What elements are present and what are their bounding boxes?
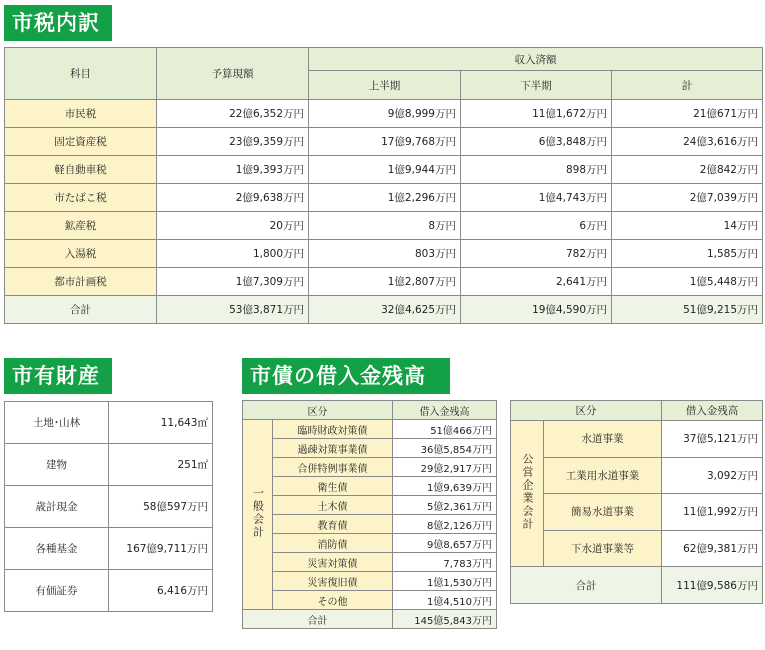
general-total-value: 145億5,843万円 xyxy=(393,610,497,629)
public-debt-name: 簡易水道事業 xyxy=(544,494,662,531)
tax-item-name: 入湯税 xyxy=(5,240,157,268)
tax-budget-value: 22億6,352万円 xyxy=(157,100,309,128)
tax-total-value: 2億7,039万円 xyxy=(612,184,763,212)
general-debt-value: 5億2,361万円 xyxy=(393,496,497,515)
debt-section-title: 市債の借入金残高 xyxy=(242,358,450,394)
tax-item-name: 市民税 xyxy=(5,100,157,128)
general-total-row xyxy=(243,610,497,629)
tax-header-second-half: 下半期 xyxy=(461,71,612,100)
debt-table-general xyxy=(242,400,497,629)
general-debt-value: 8億2,126万円 xyxy=(393,515,497,534)
public-debt-value: 37億5,121万円 xyxy=(662,421,763,458)
property-value: 167億9,711万円 xyxy=(109,528,213,570)
general-debt-value: 36億5,854万円 xyxy=(393,439,497,458)
tax-second-half-value: 6億3,848万円 xyxy=(461,128,612,156)
table-row xyxy=(511,457,763,494)
public-header-category: 区分 xyxy=(511,401,662,421)
tax-first-half-value: 1億2,296万円 xyxy=(309,184,461,212)
table-row xyxy=(243,553,497,572)
property-section-title: 市有財産 xyxy=(4,358,112,394)
table-row xyxy=(243,515,497,534)
tax-header-item: 科目 xyxy=(5,48,157,100)
property-name: 土地･山林 xyxy=(5,402,109,444)
tax-first-half-value: 8万円 xyxy=(309,212,461,240)
table-row xyxy=(5,128,763,156)
general-debt-value: 51億466万円 xyxy=(393,420,497,439)
property-name: 建物 xyxy=(5,444,109,486)
tax-item-name: 固定資産税 xyxy=(5,128,157,156)
general-debt-value: 1億1,530万円 xyxy=(393,572,497,591)
table-row xyxy=(243,572,497,591)
general-debt-name: その他 xyxy=(273,591,393,610)
public-debt-name: 下水道事業等 xyxy=(544,530,662,567)
public-header-amount: 借入金残高 xyxy=(662,401,763,421)
tax-total-value: 1,585万円 xyxy=(612,240,763,268)
table-row xyxy=(511,530,763,567)
tax-second-half-value: 11億1,672万円 xyxy=(461,100,612,128)
tax-item-name: 鉱産税 xyxy=(5,212,157,240)
tax-first-half-value: 803万円 xyxy=(309,240,461,268)
property-value: 58億597万円 xyxy=(109,486,213,528)
tax-total-value: 24億3,616万円 xyxy=(612,128,763,156)
table-row xyxy=(5,444,213,486)
general-header-category: 区分 xyxy=(243,401,393,420)
tax-first-half-value: 17億9,768万円 xyxy=(309,128,461,156)
table-row xyxy=(243,439,497,458)
tax-budget-value: 20万円 xyxy=(157,212,309,240)
tax-header-total: 計 xyxy=(612,71,763,100)
general-debt-name: 災害復旧債 xyxy=(273,572,393,591)
public-debt-value: 62億9,381万円 xyxy=(662,530,763,567)
general-debt-name: 合併特例事業債 xyxy=(273,458,393,477)
tax-header-first-half: 上半期 xyxy=(309,71,461,100)
general-debt-value: 29億2,917万円 xyxy=(393,458,497,477)
public-debt-value: 3,092万円 xyxy=(662,457,763,494)
tax-total-value: 14万円 xyxy=(612,212,763,240)
general-debt-value: 1億4,510万円 xyxy=(393,591,497,610)
property-value: 6,416万円 xyxy=(109,570,213,612)
general-total-label: 合計 xyxy=(243,610,393,629)
tax-total-label: 合計 xyxy=(5,296,157,324)
tax-header-budget: 予算現額 xyxy=(157,48,309,100)
general-debt-name: 過疎対策事業債 xyxy=(273,439,393,458)
tax-total-row xyxy=(5,296,763,324)
general-group-text: 一般会計 xyxy=(251,487,265,539)
table-row xyxy=(5,156,763,184)
table-row xyxy=(243,420,497,439)
table-row xyxy=(243,477,497,496)
tax-item-name: 軽自動車税 xyxy=(5,156,157,184)
public-total-value: 111億9,586万円 xyxy=(662,567,763,604)
table-row xyxy=(5,528,213,570)
general-debt-name: 教育債 xyxy=(273,515,393,534)
tax-total-value: 1億5,448万円 xyxy=(612,268,763,296)
property-table xyxy=(4,401,213,612)
general-header-amount: 借入金残高 xyxy=(393,401,497,420)
general-debt-value: 7,783万円 xyxy=(393,553,497,572)
general-debt-name: 衛生債 xyxy=(273,477,393,496)
tax-total-first-half: 32億4,625万円 xyxy=(309,296,461,324)
tax-item-name: 市たばこ税 xyxy=(5,184,157,212)
property-value: 251㎡ xyxy=(109,444,213,486)
tax-first-half-value: 1億2,807万円 xyxy=(309,268,461,296)
tax-budget-value: 1億7,309万円 xyxy=(157,268,309,296)
table-row xyxy=(5,268,763,296)
general-debt-name: 土木債 xyxy=(273,496,393,515)
tax-second-half-value: 898万円 xyxy=(461,156,612,184)
table-row xyxy=(5,212,763,240)
tax-table xyxy=(4,47,763,324)
general-debt-value: 9億8,657万円 xyxy=(393,534,497,553)
public-debt-value: 11億1,992万円 xyxy=(662,494,763,531)
table-row xyxy=(243,496,497,515)
tax-total-value: 2億842万円 xyxy=(612,156,763,184)
tax-budget-value: 23億9,359万円 xyxy=(157,128,309,156)
tax-budget-value: 1,800万円 xyxy=(157,240,309,268)
debt-table-public xyxy=(510,400,763,604)
general-debt-name: 災害対策債 xyxy=(273,553,393,572)
table-row xyxy=(511,421,763,458)
tax-header-received: 収入済額 xyxy=(309,48,763,71)
public-group-text: 公営企業会計 xyxy=(521,453,534,532)
table-row xyxy=(5,240,763,268)
public-group-label xyxy=(511,421,544,567)
tax-section-title: 市税内訳 xyxy=(4,5,112,41)
property-value: 11,643㎡ xyxy=(109,402,213,444)
table-row xyxy=(5,184,763,212)
tax-total-budget: 53億3,871万円 xyxy=(157,296,309,324)
table-row xyxy=(511,494,763,531)
public-total-row xyxy=(511,567,763,604)
general-debt-value: 1億9,639万円 xyxy=(393,477,497,496)
public-debt-name: 工業用水道事業 xyxy=(544,457,662,494)
tax-budget-value: 2億9,638万円 xyxy=(157,184,309,212)
tax-total-total: 51億9,215万円 xyxy=(612,296,763,324)
table-row xyxy=(243,458,497,477)
public-debt-name: 水道事業 xyxy=(544,421,662,458)
tax-second-half-value: 1億4,743万円 xyxy=(461,184,612,212)
tax-second-half-value: 2,641万円 xyxy=(461,268,612,296)
tax-total-second-half: 19億4,590万円 xyxy=(461,296,612,324)
tax-budget-value: 1億9,393万円 xyxy=(157,156,309,184)
table-row xyxy=(243,534,497,553)
tax-first-half-value: 1億9,944万円 xyxy=(309,156,461,184)
table-row xyxy=(5,570,213,612)
general-debt-name: 消防債 xyxy=(273,534,393,553)
property-name: 有価証券 xyxy=(5,570,109,612)
table-row xyxy=(5,486,213,528)
property-name: 歳計現金 xyxy=(5,486,109,528)
tax-second-half-value: 6万円 xyxy=(461,212,612,240)
table-row xyxy=(5,100,763,128)
table-row xyxy=(5,402,213,444)
tax-total-value: 21億671万円 xyxy=(612,100,763,128)
property-name: 各種基金 xyxy=(5,528,109,570)
general-debt-name: 臨時財政対策債 xyxy=(273,420,393,439)
tax-first-half-value: 9億8,999万円 xyxy=(309,100,461,128)
tax-second-half-value: 782万円 xyxy=(461,240,612,268)
general-group-label xyxy=(243,420,273,610)
public-total-label: 合計 xyxy=(511,567,662,604)
table-row xyxy=(243,591,497,610)
tax-item-name: 都市計画税 xyxy=(5,268,157,296)
